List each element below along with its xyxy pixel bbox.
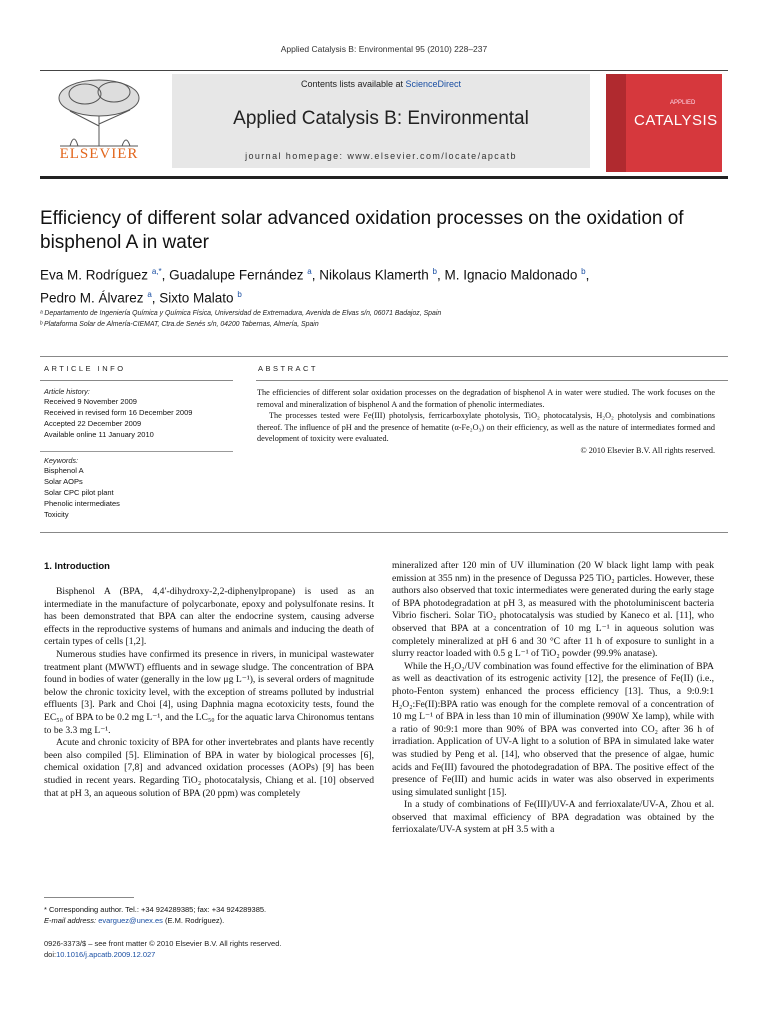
author-name[interactable]: Sixto Malato — [159, 290, 234, 305]
abstract-heading: ABSTRACT — [258, 364, 319, 373]
sciencedirect-link[interactable]: ScienceDirect — [405, 79, 462, 89]
footnote-email-line — [44, 915, 374, 926]
footnote-corresponding: * Corresponding author. Tel.: +34 924289385; fax: +34 924289385. — [44, 905, 267, 914]
author-name[interactable]: Guadalupe Fernández — [169, 267, 304, 283]
contents-prefix: Contents lists available at — [300, 79, 406, 89]
history-item: Accepted 22 December 2009 — [44, 419, 142, 428]
abstract-paragraph: The efficiencies of different solar oxidation processes on the degradation of bisphenol A in water were studied. The work focuses on the removal and mineralization of bisphenol A and the formation of phenolic intermediates. — [257, 388, 715, 409]
keyword-item[interactable]: Solar AOPs — [44, 477, 83, 486]
abstract-paragraph: The processes tested were Fe(III) photolysis, ferricarboxylate photolysis, TiO₂ photocatalysis, H₂O₂ photolysis and combinations thereof. The influence of pH and the presence of hematite (α-Fe₂O₃) on their efficiency, as well as the nature of intermediates formed and development of toxicity were evaluated. — [257, 411, 715, 444]
article-info-heading: ARTICLE INFO — [44, 364, 126, 373]
affiliation-a: ᵃ Departamento de Ingeniería Química y Química Física, Universidad de Extremadura, Avenida de Elvas s/n, 06071 Badajoz, Spain — [40, 310, 442, 317]
cover-title: CATALYSIS — [634, 112, 718, 129]
author-affil-sup[interactable]: a — [147, 289, 152, 299]
doi-label: doi: — [44, 950, 57, 959]
author-name[interactable]: Pedro M. Álvarez — [40, 290, 144, 305]
journal-citation: Applied Catalysis B: Environmental 95 (2010) 228–237 — [280, 44, 488, 54]
author-affil-sup[interactable]: a,* — [151, 267, 162, 276]
cover-stripe — [606, 74, 626, 172]
contents-line — [172, 79, 590, 89]
issn-line: 0926-3373/$ – see front matter © 2010 Elsevier B.V. All rights reserved. — [44, 939, 282, 948]
article-title: Efficiency of different solar advanced oxidation processes on the oxidation of bisphenol A in water — [40, 208, 684, 253]
email-link[interactable]: evarguez@unex.es — [98, 916, 163, 925]
author-line-1: Eva M. Rodríguez $^{a,*}$, Guadalupe Fernández $^a$, Nikolaus Klamerth $^b$, M. Ignacio Maldonado $^b$, — [40, 267, 590, 283]
history-item: Available online 11 January 2010 — [44, 430, 154, 439]
abstract-body — [257, 387, 715, 457]
journal-cover-image — [606, 74, 722, 172]
author-affil-sup[interactable]: a — [307, 267, 312, 276]
body-paragraph: mineralized after 120 min of UV illumination (20 W black light lamp with peak emission at 355 nm) in the presence of Degussa P25 TiO₂ particles. However, these authors also observed that toxic intermediates were generated during the early stage of BPA photodegradation at pH 3, as measured with the photoluminiscent bacteria Vibrio fischeri. Solar TiO₂ photocatalysis was studied by Kaneco et al. [11], who observed that BPA at a concentration of 10 mg L⁻¹ in aqueous solution was completely mineralized at pH 6 and 30 °C after 11 h of exposure to sunlight in a slurry reactor loaded with 0.5 g L⁻¹ of TiO₂ powder (99.9% anatase). — [392, 560, 714, 660]
author-affil-sup[interactable]: b — [237, 289, 242, 299]
author-line-2: Pedro M. Álvarez $^a$, Sixto Malato $^b$ — [40, 289, 242, 305]
body-paragraph: While the H₂O₂/UV combination was found effective for the elimination of BPA as well as deactivation of its estrogenic activity [12], the presence of Fe(II) (i.e., photo-Fenton system) enhanced the process efficiency [13]. Thus, a 9:0.9:1 H₂O₂:Fe(II):BPA ratio was enough for the complete removal of a concentration of 10 mg L⁻¹ of BPA in less than 10 min of illumination (990W Xe lamp), while with a ratio of 90:9:1 more than 90% of BPA was converted into CO₂ after 36 h of irradiation. Application of UV-A light to a solution of BPA in simulated lake water was studied by Peng et al. [14], who observed that the presence of algae, humic acids and Fe(III) favoured the photodegradation of BPA. The positive effect of the presence of Fe(III) and humic acids in water was also observed in experiments using simulated sunlight [15]. — [392, 660, 714, 798]
author-name[interactable]: M. Ignacio Maldonado — [444, 267, 578, 283]
body-column-right — [392, 560, 714, 837]
history-item: Received in revised form 16 December 2009 — [44, 408, 193, 417]
elsevier-wordmark: ELSEVIER — [59, 146, 139, 162]
section-heading-introduction: 1. Introduction — [44, 561, 110, 572]
email-label: E-mail address: — [44, 916, 99, 925]
author-name[interactable]: Eva M. Rodríguez — [40, 267, 149, 283]
email-suffix: (E.M. Rodríguez). — [162, 916, 225, 925]
doi-line — [44, 949, 281, 960]
body-paragraph: In a study of combinations of Fe(III)/UV-A and ferrioxalate/UV-A, Zhou et al. observed that maximal efficiency of BPA degradation was obtained by the ferrioxalate/UV-A system at pH 3.5 with a — [392, 799, 714, 836]
footnote-rule — [44, 897, 134, 898]
body-rule — [40, 532, 728, 533]
history-item: Received 9 November 2009 — [44, 397, 137, 406]
keyword-item[interactable]: Solar CPC pilot plant — [44, 488, 114, 497]
keyword-item[interactable]: Bisphenol A — [44, 466, 84, 475]
cover-subtitle: APPLIED — [670, 100, 696, 106]
body-paragraph: Numerous studies have confirmed its presence in rivers, in municipal wastewater treatment plant (MWWT) effluents and in sewage sludge. The concentration of BPA found in bodies of water (generally in the low μg L⁻¹), is several orders of magnitude below the chronic toxicity level, with the exception of streams polluted by industrial effluents [3]. Park and Choi [4], using Daphnia magna ecotoxicity tests, found the EC₅₀ of BPA to be 0.2 mg L⁻¹, and the LC₅₀ for the aquatic larva Chironomus tentans to be 3.3 mg L⁻¹. — [44, 648, 374, 736]
keyword-item[interactable]: Toxicity — [44, 510, 69, 519]
journal-title: Applied Catalysis B: Environmental — [233, 108, 529, 129]
section-rule — [40, 356, 728, 357]
affiliation-b: ᵇ Plataforma Solar de Almería-CIEMAT, Ctra.de Senés s/n, 04200 Tabernas, Almería, Spain — [40, 321, 319, 328]
abstract-rule — [256, 380, 728, 381]
journal-homepage[interactable]: journal homepage: www.elsevier.com/locate/apcatb — [245, 151, 517, 161]
author-name[interactable]: Nikolaus Klamerth — [319, 267, 429, 283]
doi-link[interactable]: 10.1016/j.apcatb.2009.12.027 — [56, 950, 156, 959]
body-paragraph: Bisphenol A (BPA, 4,4′-dihydroxy-2,2-diphenylpropane) is used as an intermediate in the manufacture of polycarbonate, epoxy and polysulfonate resins. It has been demonstrated that BPA can alter the endocrine system, causing adverse effects in the reproductive systems of humans and animals and inducing the death of certain types of cells [1,2]. — [44, 586, 374, 648]
keyword-item[interactable]: Phenolic intermediates — [44, 499, 120, 508]
keywords-label: Keywords: — [44, 456, 79, 465]
page-footer — [44, 938, 281, 960]
author-affil-sup[interactable]: b — [432, 267, 437, 276]
keywords-list — [44, 465, 120, 520]
author-affil-sup[interactable]: b — [581, 267, 586, 276]
history-label: Article history: — [44, 387, 90, 396]
body-paragraph: Acute and chronic toxicity of BPA for other invertebrates and plants have recently been also compiled [5]. Elimination of BPA in water by biological processes [6], chemical oxidation [7,8] and advanced oxidation processes (AOPs) [9] has been studied in recent years. Regarding TiO₂ photocatalysis, Chiang et al. [10] observed that at pH 3, an aqueous solution of BPA (20 ppm) was completely — [44, 737, 374, 799]
author-list — [40, 262, 730, 307]
article-info-rule — [40, 380, 233, 381]
corresponding-author-footnote — [44, 904, 374, 926]
header-rule — [40, 70, 728, 71]
banner-rule — [40, 176, 728, 179]
body-column-left — [44, 586, 374, 800]
abstract-copyright: © 2010 Elsevier B.V. All rights reserved. — [580, 445, 715, 455]
history-list — [44, 396, 192, 440]
keywords-rule — [40, 451, 233, 452]
